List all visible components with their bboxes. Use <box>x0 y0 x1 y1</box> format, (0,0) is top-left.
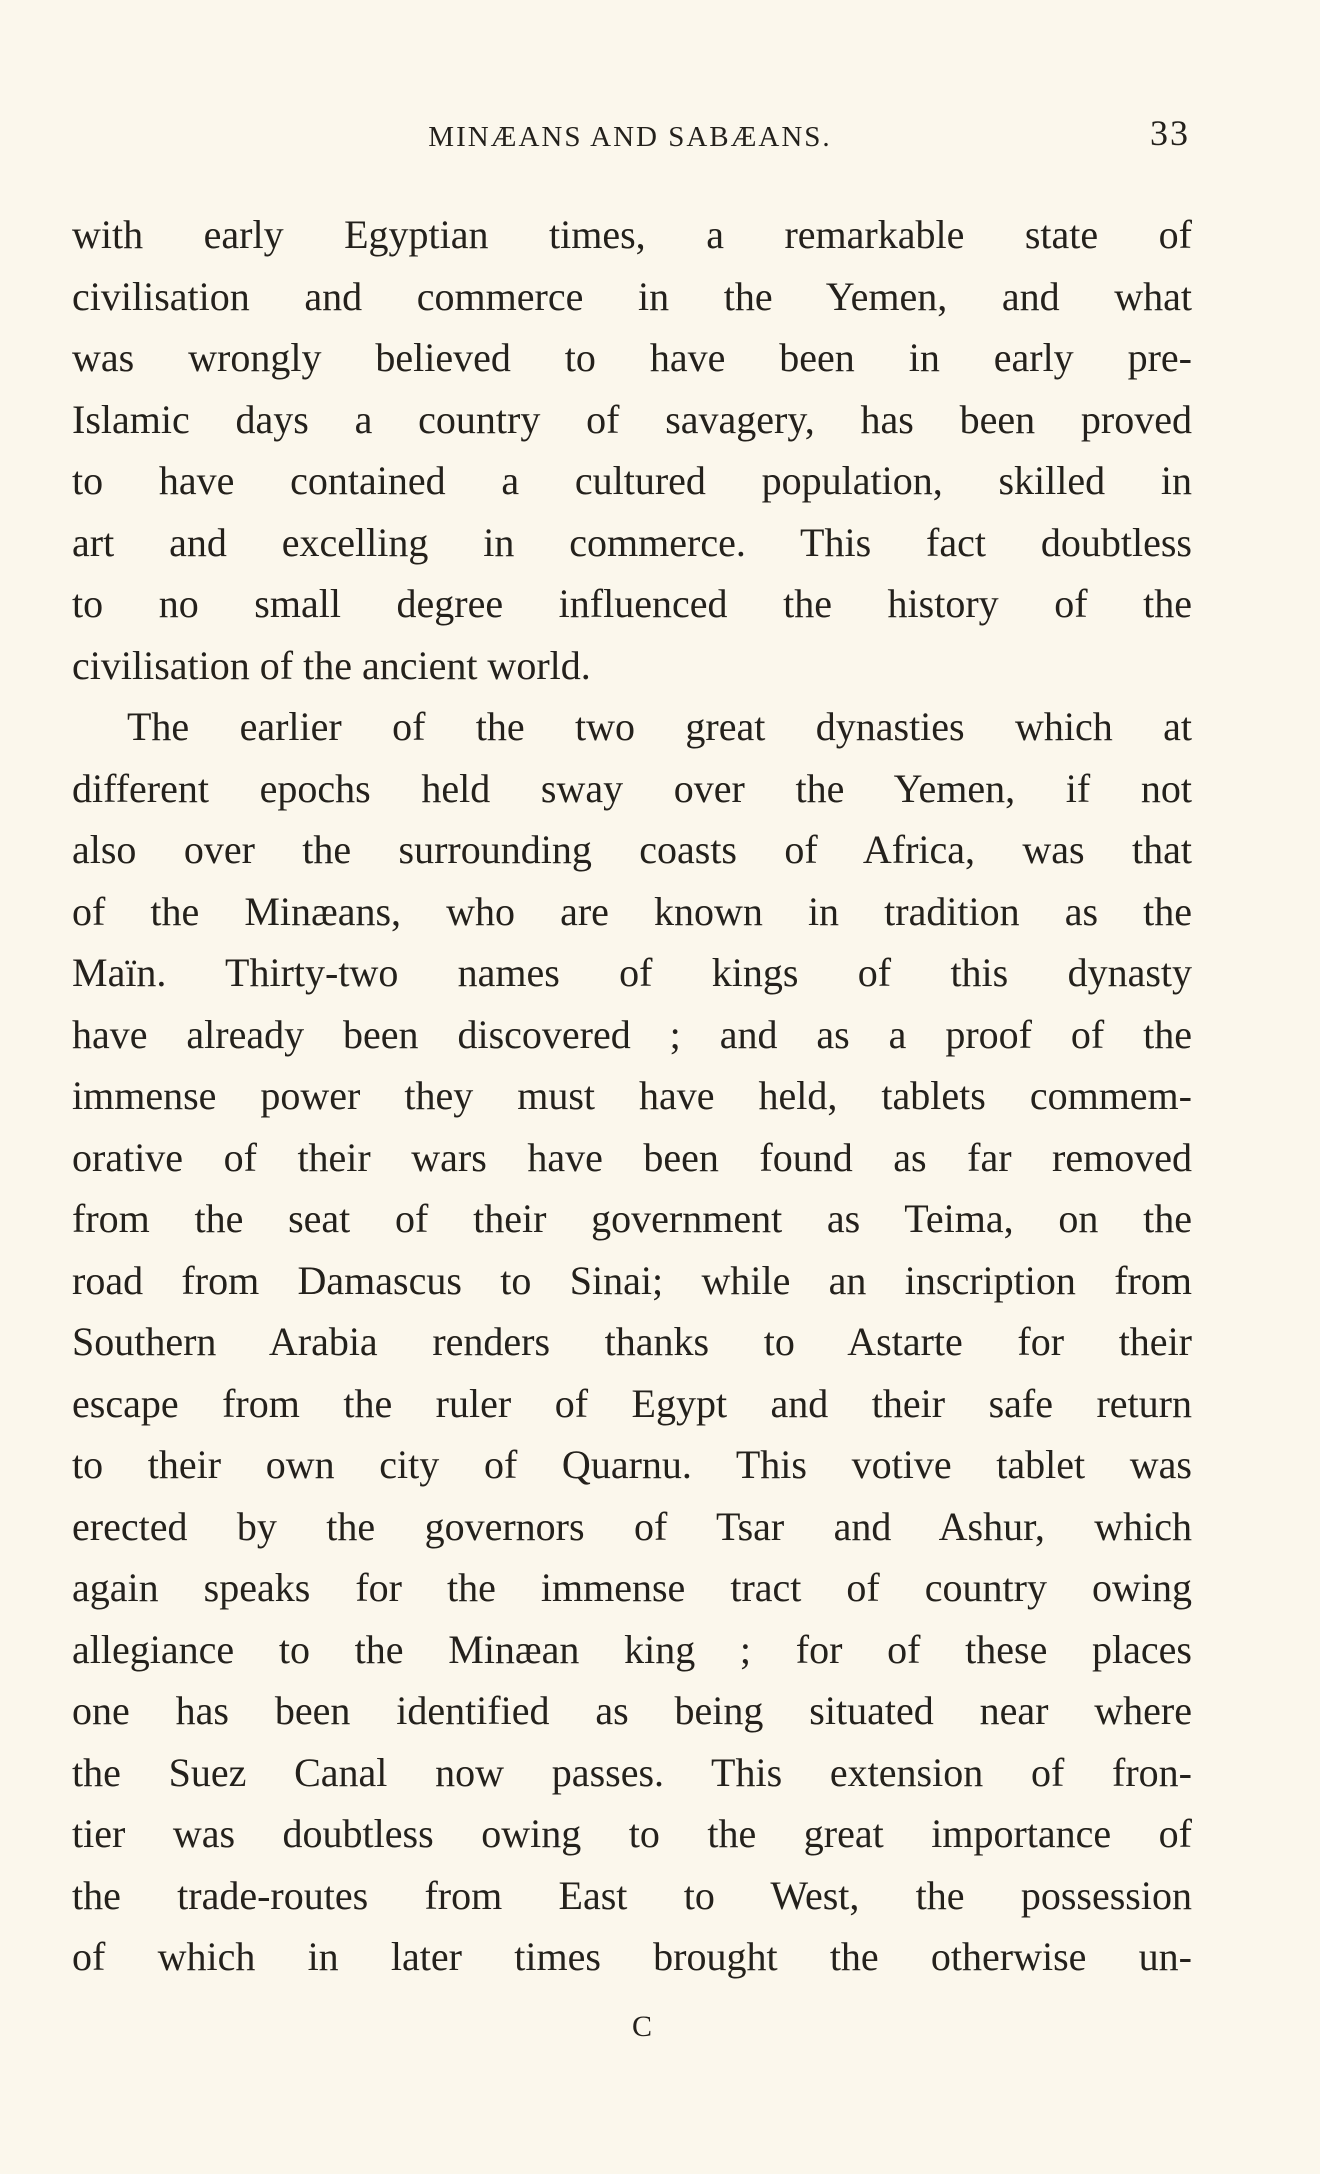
text-line: allegiance to the Minæan king ; for of these places <box>72 1626 1192 1672</box>
running-title: MINÆANS AND SABÆANS. <box>428 121 832 153</box>
text-line: to have contained a cultured population, skilled in <box>72 458 1192 503</box>
text-line: different epochs held sway over the Yemen, if not <box>72 765 1192 811</box>
paragraph-start-line: The earlier of the two great dynasties which at <box>127 704 1192 749</box>
text-line: Maïn. Thirty-two names of kings of this dynasty <box>72 950 1192 995</box>
text-line: escape from the ruler of Egypt and their safe return <box>72 1380 1192 1426</box>
text-line: road from Damascus to Sinai; while an inscription from <box>72 1257 1192 1303</box>
body-text <box>72 204 1192 1988</box>
paragraph-end-line: civilisation of the ancient world. <box>72 642 591 688</box>
text-line: Southern Arabia renders thanks to Astarte for their <box>72 1319 1192 1364</box>
text-line: civilisation and commerce in the Yemen, and what <box>72 273 1192 319</box>
signature-mark: C <box>631 2010 653 2043</box>
text-line: have already been discovered ; and as a proof of the <box>72 1011 1192 1057</box>
text-line: art and excelling in commerce. This fact doubtless <box>72 519 1192 565</box>
text-line: of the Minæans, who are known in tradition as the <box>72 888 1192 934</box>
text-line: orative of their wars have been found as far removed <box>72 1134 1192 1180</box>
text-line: tier was doubtless owing to the great importance of <box>72 1811 1192 1856</box>
text-line: erected by the governors of Tsar and Ashur, which <box>72 1503 1192 1549</box>
text-line: also over the surrounding coasts of Africa, was that <box>72 827 1192 872</box>
text-line: from the seat of their government as Teima, on the <box>72 1196 1192 1241</box>
text-line: again speaks for the immense tract of country owing <box>72 1565 1192 1610</box>
text-line: to no small degree influenced the history of the <box>72 581 1192 626</box>
text-line: of which in later times brought the otherwise un- <box>72 1934 1192 1979</box>
text-line: the Suez Canal now passes. This extension of fron- <box>72 1749 1192 1795</box>
text-line: one has been identified as being situated near where <box>72 1688 1192 1733</box>
page-number: 33 <box>1150 113 1190 153</box>
text-line: the trade-routes from East to West, the possession <box>72 1872 1192 1918</box>
text-line: with early Egyptian times, a remarkable state of <box>72 212 1192 257</box>
text-line: immense power they must have held, tablets commem- <box>72 1073 1192 1118</box>
text-line: to their own city of Quarnu. This votive tablet was <box>72 1442 1192 1487</box>
text-line: Islamic days a country of savagery, has been proved <box>72 396 1192 442</box>
text-line: was wrongly believed to have been in early pre- <box>72 335 1192 380</box>
running-head <box>70 115 1190 159</box>
